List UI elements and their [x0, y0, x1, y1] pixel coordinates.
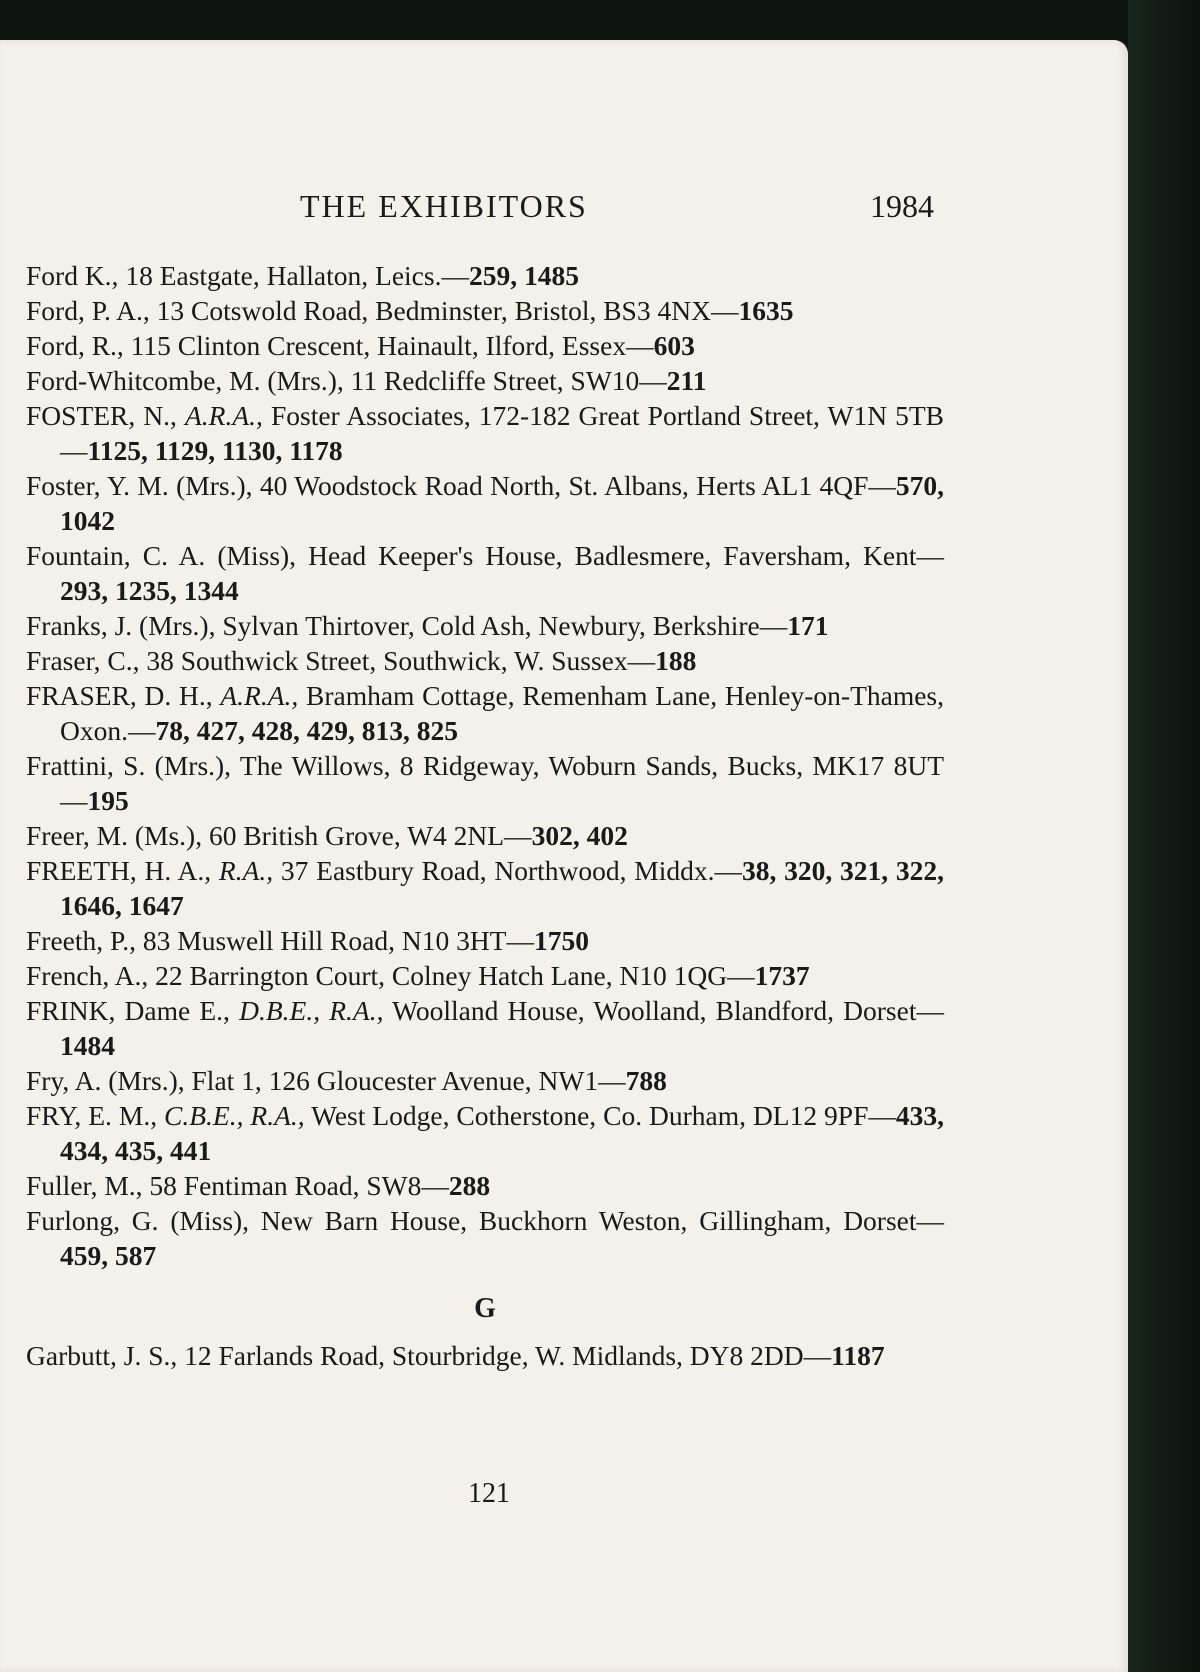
catalogue-numbers: 788: [625, 1065, 667, 1096]
exhibitor-entry: [26, 328, 944, 363]
exhibitor-entry: [26, 258, 944, 293]
catalogue-numbers: 1750: [533, 925, 589, 956]
exhibitor-address: 40 Woodstock Road North, St. Albans, Herts AL1 4QF—: [259, 470, 896, 501]
exhibitor-list: [26, 258, 944, 1373]
exhibitor-name: Ford, P. A.,: [26, 295, 150, 326]
catalogue-numbers: 302, 402: [531, 820, 628, 851]
catalogue-numbers: 1187: [831, 1340, 885, 1371]
exhibitor-address: 22 Barrington Court, Colney Hatch Lane, N10 1QG—: [155, 960, 755, 991]
exhibitor-honour: D.B.E., R.A.,: [239, 995, 384, 1026]
book-page: [0, 40, 1128, 1672]
exhibitor-address: Head Keeper's House, Badlesmere, Faversham, Kent—: [308, 540, 944, 571]
exhibitor-name: FOSTER, N.,: [26, 400, 177, 431]
page-title: THE EXHIBITORS: [300, 188, 588, 224]
exhibitor-name: FRINK, Dame E.,: [26, 995, 230, 1026]
catalogue-numbers: 433, 434, 435, 441: [60, 1100, 945, 1166]
catalogue-numbers: 259, 1485: [468, 260, 579, 291]
exhibitor-honour: C.B.E., R.A.,: [164, 1100, 305, 1131]
exhibitor-entry: [26, 958, 944, 993]
exhibitor-address: 12 Farlands Road, Stourbridge, W. Midlands, DY8 2DD—: [184, 1340, 832, 1371]
exhibitor-address: 13 Cotswold Road, Bedminster, Bristol, BS3 4NX—: [156, 295, 739, 326]
exhibitor-address: 60 British Grove, W4 2NL—: [208, 820, 532, 851]
exhibitor-entry: [26, 468, 944, 538]
exhibitor-entry: [26, 1338, 944, 1373]
exhibitor-entry: [26, 538, 944, 608]
exhibitor-address: 38 Southwick Street, Southwick, W. Sussex—: [146, 645, 656, 676]
exhibitor-name: Ford K.,: [26, 260, 119, 291]
exhibitor-name: FRASER, D. H.,: [26, 680, 213, 711]
exhibitor-name: Garbutt, J. S.,: [26, 1340, 178, 1371]
exhibitor-entry: [26, 363, 944, 398]
exhibitor-entry: [26, 398, 944, 468]
book-binding-edge: [1128, 0, 1200, 1672]
exhibitor-honour: A.R.A.,: [185, 400, 263, 431]
catalogue-numbers: 1125, 1129, 1130, 1178: [87, 435, 343, 466]
exhibitor-name: Ford-Whitcombe, M. (Mrs.),: [26, 365, 344, 396]
catalogue-numbers: 1635: [738, 295, 794, 326]
exhibitor-honour: A.R.A.,: [220, 680, 299, 711]
catalogue-numbers: 171: [787, 610, 829, 641]
exhibitor-name: Fountain, C. A. (Miss),: [26, 540, 297, 571]
exhibitor-name: Ford, R.,: [26, 330, 124, 361]
exhibitor-address: 83 Muswell Hill Road, N10 3HT—: [142, 925, 534, 956]
exhibitor-address: 18 Eastgate, Hallaton, Leics.—: [125, 260, 469, 291]
exhibitor-entry: [26, 643, 944, 678]
page-number: 121: [468, 1478, 510, 1509]
exhibitor-name: Fraser, C.,: [26, 645, 140, 676]
exhibitor-name: Fry, A. (Mrs.),: [26, 1065, 185, 1096]
catalogue-numbers: 459, 587: [60, 1240, 157, 1271]
exhibitor-address: The Willows, 8 Ridgeway, Woburn Sands, Bucks, MK17 8UT—: [60, 750, 944, 816]
exhibitor-name: Freer, M. (Ms.),: [26, 820, 203, 851]
section-g: [26, 1338, 944, 1373]
catalogue-numbers: 38, 320, 321, 322, 1646, 1647: [60, 855, 945, 921]
exhibitor-entry: [26, 1168, 944, 1203]
exhibitor-entry: [26, 293, 944, 328]
exhibitor-entry: [26, 853, 944, 923]
exhibitor-name: Foster, Y. M. (Mrs.),: [26, 470, 253, 501]
exhibitor-address: Woolland House, Woolland, Blandford, Dorset—: [392, 995, 944, 1026]
exhibitor-entry: [26, 1203, 944, 1273]
exhibitor-address: 11 Redcliffe Street, SW10—: [350, 365, 667, 396]
catalogue-numbers: 293, 1235, 1344: [60, 575, 239, 606]
exhibitor-entry: [26, 678, 944, 748]
header-year: 1984: [870, 188, 934, 224]
exhibitor-entry: [26, 923, 944, 958]
exhibitor-name: Freeth, P.,: [26, 925, 136, 956]
exhibitor-name: Fuller, M.,: [26, 1170, 143, 1201]
exhibitor-address: Foster Associates, 172-182 Great Portland Street, W1N 5TB—: [60, 400, 944, 466]
exhibitor-address: Sylvan Thirtover, Cold Ash, Newbury, Berkshire—: [222, 610, 788, 641]
exhibitor-entry: [26, 818, 944, 853]
catalogue-numbers: 288: [448, 1170, 491, 1201]
catalogue-numbers: 603: [653, 330, 695, 361]
exhibitor-name: Franks, J. (Mrs.),: [26, 610, 216, 641]
exhibitor-entry: [26, 1098, 944, 1168]
exhibitor-address: West Lodge, Cotherstone, Co. Durham, DL12 9PF—: [311, 1100, 896, 1131]
catalogue-numbers: 1484: [60, 1030, 115, 1061]
exhibitor-name: Furlong, G. (Miss),: [26, 1205, 250, 1236]
exhibitor-address: New Barn House, Buckhorn Weston, Gillingham, Dorset—: [260, 1205, 945, 1236]
exhibitor-honour: R.A.,: [218, 855, 274, 886]
exhibitor-name: Frattini, S. (Mrs.),: [26, 750, 232, 781]
catalogue-numbers: 570, 1042: [60, 470, 944, 536]
exhibitor-name: FREETH, H. A.,: [26, 855, 212, 886]
catalogue-numbers: 211: [666, 365, 707, 396]
catalogue-numbers: 78, 427, 428, 429, 813, 825: [155, 715, 458, 746]
exhibitor-address: Flat 1, 126 Gloucester Avenue, NW1—: [191, 1065, 626, 1096]
exhibitor-address: Bramham Cottage, Remenham Lane, Henley-on-Thames, Oxon.—: [60, 680, 945, 746]
exhibitor-address: 37 Eastbury Road, Northwood, Middx.—: [280, 855, 742, 886]
exhibitor-address: 58 Fentiman Road, SW8—: [149, 1170, 449, 1201]
exhibitor-entry: [26, 993, 944, 1063]
exhibitor-name: FRY, E. M.,: [26, 1100, 158, 1131]
exhibitor-address: 115 Clinton Crescent, Hainault, Ilford, Essex—: [130, 330, 654, 361]
catalogue-numbers: 1737: [754, 960, 810, 991]
section-f: [26, 258, 944, 1273]
section-letter-heading: G: [474, 1293, 496, 1324]
catalogue-numbers: 188: [655, 645, 697, 676]
exhibitor-entry: [26, 1063, 944, 1098]
exhibitor-name: French, A.,: [26, 960, 149, 991]
catalogue-numbers: 195: [87, 785, 129, 816]
exhibitor-entry: [26, 608, 944, 643]
exhibitor-entry: [26, 748, 944, 818]
